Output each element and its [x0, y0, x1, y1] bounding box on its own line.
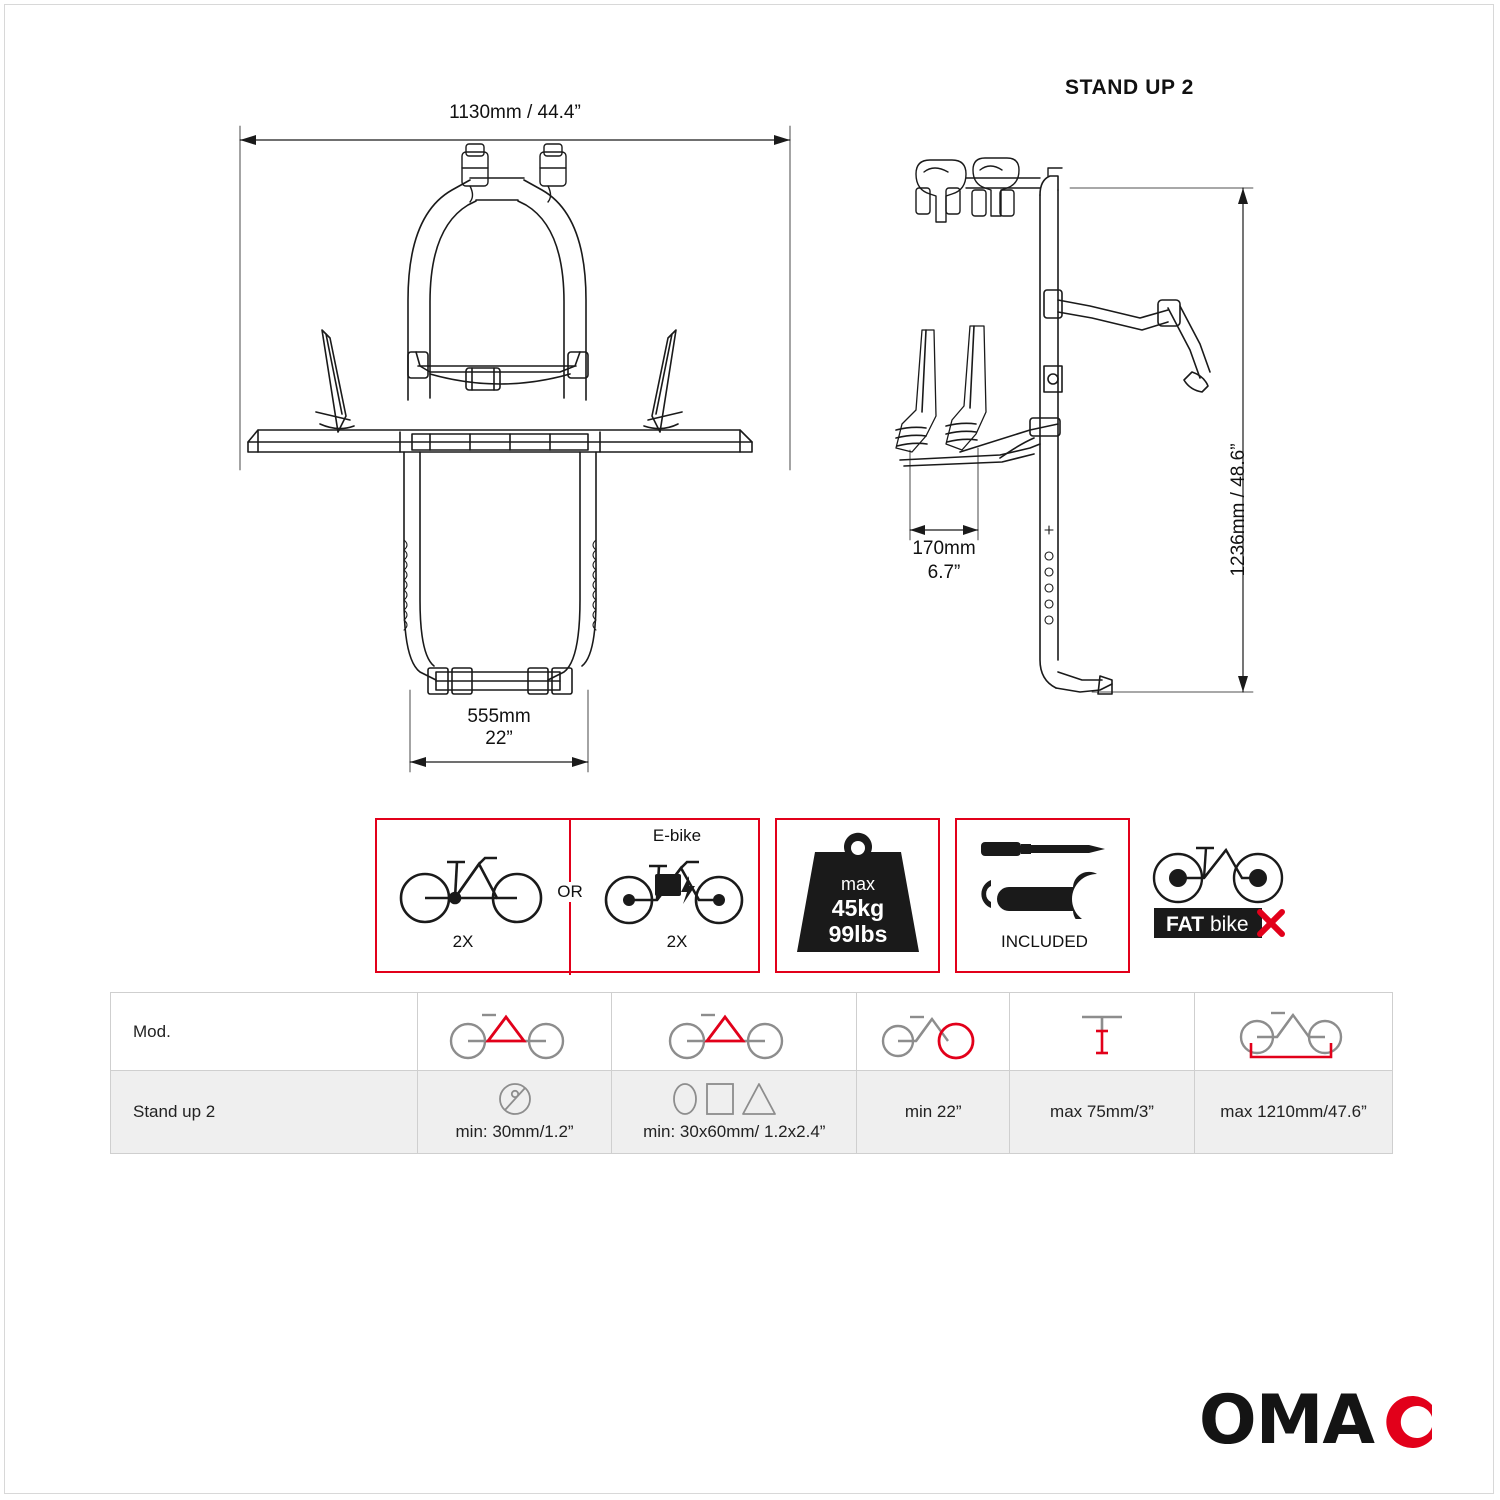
dim-width-bottom-mm: 555mm: [467, 706, 531, 727]
spec-table: [110, 992, 1393, 1154]
cell-tube-round: [418, 1071, 612, 1153]
cell-tube-round-text: min: 30mm/1.2”: [455, 1122, 574, 1141]
dim-width-bottom-in: 22”: [485, 728, 513, 749]
logo-c-mark: [1376, 1387, 1438, 1455]
dim-height: 1236mm / 48.6”: [1228, 443, 1249, 577]
svg-text:FAT: FAT: [1166, 913, 1205, 936]
cell-frame-height: max 75mm/3”: [1010, 1071, 1195, 1153]
wheelbase-icon: [1219, 1001, 1369, 1063]
tools-included-label: INCLUDED: [1001, 932, 1088, 951]
dim-spacing-mm: 170mm: [912, 538, 976, 559]
wheel-size-icon: [868, 1001, 998, 1063]
table-header-wheel-size: [857, 993, 1010, 1071]
tube-shapes-icon: [659, 1082, 809, 1116]
bike-count-label: 2X: [452, 932, 474, 951]
cell-model: Stand up 2: [111, 1071, 418, 1153]
logo-text: OMA: [1198, 1381, 1374, 1460]
omac-logo: [1198, 1381, 1438, 1460]
dim-width-top: 1130mm / 44.4”: [449, 102, 581, 123]
svg-text:99lbs: 99lbs: [828, 921, 888, 947]
svg-text:45kg: 45kg: [831, 895, 885, 921]
electric-bicycle-icon: [597, 852, 757, 926]
frame-tube-round-icon: [430, 1001, 600, 1063]
frame-height-icon: [1042, 1001, 1162, 1063]
cell-tube-shapes: [612, 1071, 857, 1153]
cell-wheelbase: max 1210mm/47.6”: [1220, 1102, 1367, 1121]
dim-spacing-in: 6.7”: [927, 562, 961, 583]
table-header-row: [111, 993, 1392, 1071]
table-header-wheelbase: [1195, 993, 1392, 1071]
feature-icon-row: [0, 818, 1500, 978]
svg-text:bike: bike: [1210, 913, 1249, 936]
ebike-title-label: E-bike: [652, 826, 702, 845]
svg-text:max: max: [840, 874, 876, 894]
cell-wheel: min 22”: [857, 1071, 1010, 1153]
screwdriver-wrench-icon: [969, 834, 1119, 919]
ebike-count-label: 2X: [666, 932, 688, 951]
table-header-frame-tube-round: [418, 993, 612, 1071]
cell-tube-shapes-text: min: 30x60mm/ 1.2x2.4”: [643, 1122, 826, 1141]
table-header-mod: Mod.: [111, 993, 418, 1071]
frame-tube-shapes-icon: [649, 1001, 819, 1063]
or-label: OR: [547, 882, 593, 902]
weight-plate-icon: [783, 828, 933, 963]
table-row: [111, 1071, 1392, 1153]
round-tube-shape-icon: [483, 1082, 547, 1116]
table-header-frame-tube-shapes: [612, 993, 857, 1071]
table-header-frame-height: [1010, 993, 1195, 1071]
bicycle-icon: [393, 846, 553, 926]
bike-capacity-box: [375, 818, 760, 973]
page-title: STAND UP 2: [1065, 76, 1194, 99]
tools-included-box: [955, 818, 1130, 973]
max-weight-box: [775, 818, 940, 973]
fatbike-not-allowed-icon: [1148, 838, 1293, 948]
